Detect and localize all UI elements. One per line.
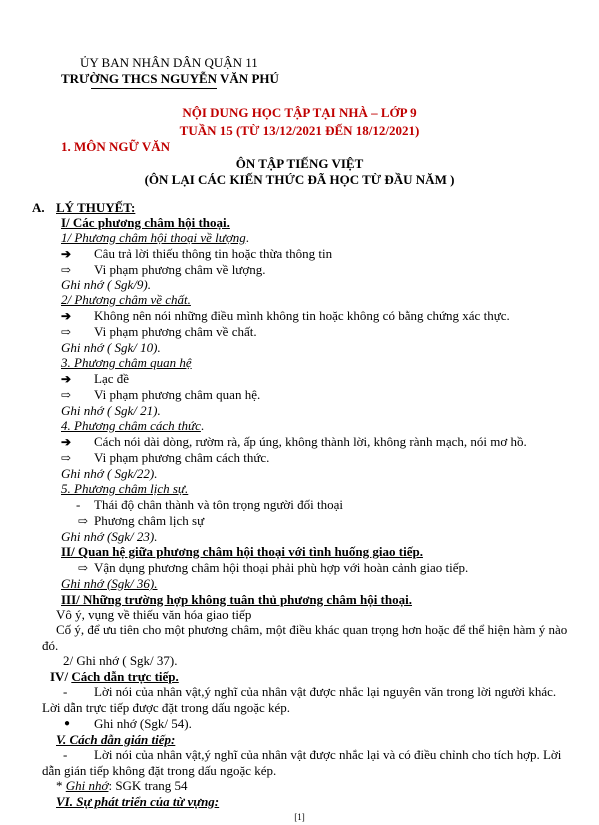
s4-bullet-1: Cách nói dài dòng, rườm rà, ấp úng, không thành lời, không rành mạch, nói mơ hồ. — [94, 434, 527, 449]
hollow-right-arrow-icon: ⇨ — [61, 325, 72, 339]
s2-title: 2/ Phương châm về chất. — [61, 292, 191, 307]
s1-title-tail: . — [245, 230, 250, 245]
bullet-dot-icon: ● — [64, 718, 71, 729]
s3-bullet-1: Lạc đề — [94, 371, 130, 386]
s3-note: Ghi nhớ ( Sgk/ 21). — [61, 403, 161, 418]
part5-line-2: dẫn gián tiếp không đặt trong dấu ngoặc kép. — [42, 763, 277, 778]
lesson-title: ÔN TẬP TIẾNG VIỆT — [235, 156, 364, 171]
part4-num: IV/ — [50, 669, 72, 684]
s1-note: Ghi nhớ ( Sgk/9). — [61, 277, 151, 292]
part1-title: I/ Các phương châm hội thoại. — [61, 215, 230, 230]
s4-bullet-2: Vi phạm phương châm cách thức. — [94, 450, 270, 465]
header-divider — [91, 88, 217, 89]
heavy-right-arrow-icon: ➔ — [61, 247, 72, 261]
dash-icon: - — [63, 684, 68, 699]
authority-name: ỦY BAN NHÂN DÂN QUẬN 11 — [80, 55, 258, 70]
school-name: TRƯỜNG THCS NGUYỄN VĂN PHÚ — [61, 71, 279, 86]
part5-title: V. Cách dẫn gián tiếp: — [56, 732, 176, 747]
s5-note: Ghi nhớ (Sgk/ 23). — [61, 529, 158, 544]
s3-title: 3. Phương châm quan hệ — [61, 355, 192, 370]
s4-note: Ghi nhớ ( Sgk/22). — [61, 466, 158, 481]
lesson-subtitle: (ÔN LẠI CÁC KIẾN THỨC ĐÃ HỌC TỪ ĐẦU NĂM ) — [144, 172, 455, 187]
s5-bullet-1: Thái độ chân thành và tôn trọng người đối thoại — [94, 497, 343, 512]
part2-bullet: Vận dụng phương châm hội thoại phải phù hợp với hoàn cảnh giao tiếp. — [94, 560, 469, 575]
part3-line-2b: đó. — [42, 638, 59, 653]
note-star: * — [56, 778, 66, 793]
s2-note: Ghi nhớ ( Sgk/ 10). — [61, 340, 161, 355]
page-number: [1] — [294, 812, 305, 822]
s4-title-tail: . — [200, 418, 205, 433]
doc-week: TUẦN 15 (TỪ 13/12/2021 ĐẾN 18/12/2021) — [179, 123, 420, 138]
s1-heading — [61, 230, 249, 246]
heavy-right-arrow-icon: ➔ — [61, 309, 72, 323]
s1-bullet-2: Vi phạm phương châm về lượng. — [94, 262, 266, 277]
part3-note: 2/ Ghi nhớ ( Sgk/ 37). — [63, 653, 178, 668]
section-letter: A. — [32, 200, 45, 215]
part5-note-text: : SGK trang 54 — [108, 778, 188, 793]
section-title: LÝ THUYẾT: — [56, 200, 136, 215]
part2-note: Ghi nhớ (Sgk/ 36). — [61, 576, 158, 591]
dash-icon: - — [76, 497, 81, 512]
s4-heading — [61, 418, 204, 434]
part4-line-2: Lời dẫn trực tiếp được đặt trong dấu ngoặc kép. — [42, 700, 291, 715]
heavy-right-arrow-icon: ➔ — [61, 372, 72, 386]
s5-title: 5. Phương châm lịch sự. — [61, 481, 189, 496]
part4-line-1: Lời nói của nhân vật,ý nghĩ của nhân vật được nhắc lại nguyên văn trong lời người khác. — [94, 684, 557, 699]
part4-note: Ghi nhớ (Sgk/ 54). — [94, 716, 192, 731]
subject-title: 1. MÔN NGỮ VĂN — [61, 139, 171, 154]
part5-line-1: Lời nói của nhân vật,ý nghĩ của nhân vật được nhắc lại và có điều chỉnh cho tích hợp. Lời — [94, 747, 562, 762]
s4-title: 4. Phương châm cách thức — [61, 418, 201, 433]
part2-title: II/ Quan hệ giữa phương châm hội thoại với tình huống giao tiếp. — [61, 544, 423, 559]
hollow-right-arrow-icon: ⇨ — [61, 388, 72, 402]
hollow-right-arrow-icon: ⇨ — [78, 514, 89, 528]
s1-title: 1/ Phương châm hội thoại về lượng — [61, 230, 246, 245]
part4-title: Cách dẫn trực tiếp. — [71, 669, 179, 684]
part3-line-1: Vô ý, vụng về thiếu văn hóa giao tiếp — [56, 607, 252, 622]
heavy-right-arrow-icon: ➔ — [61, 435, 72, 449]
doc-title: NỘI DUNG HỌC TẬP TẠI NHÀ – LỚP 9 — [182, 105, 417, 120]
part3-line-2: Cố ý, để ưu tiên cho một phương châm, một điều khác quan trọng hơn hoặc để thể hiện hàm ý nào — [56, 622, 568, 637]
s5-bullet-2: Phương châm lịch sự — [94, 513, 205, 528]
s3-bullet-2: Vi phạm phương châm quan hệ. — [94, 387, 261, 402]
hollow-right-arrow-icon: ⇨ — [78, 561, 89, 575]
part5-note-label: Ghi nhớ — [65, 778, 109, 793]
dash-icon: - — [63, 747, 68, 762]
s2-bullet-1: Không nên nói những điều mình không tin hoặc không có bằng chứng xác thực. — [94, 308, 510, 323]
part6-title: VI. Sự phát triển của từ vựng: — [56, 794, 220, 809]
hollow-right-arrow-icon: ⇨ — [61, 451, 72, 465]
s2-bullet-2: Vi phạm phương châm về chất. — [94, 324, 257, 339]
hollow-right-arrow-icon: ⇨ — [61, 263, 72, 277]
part3-title: III/ Những trường hợp không tuân thủ phương châm hội thoại. — [61, 592, 412, 607]
s1-bullet-1: Câu trả lời thiếu thông tin hoặc thừa thông tin — [94, 246, 333, 261]
part4-heading — [50, 669, 179, 685]
part5-note — [56, 778, 188, 794]
